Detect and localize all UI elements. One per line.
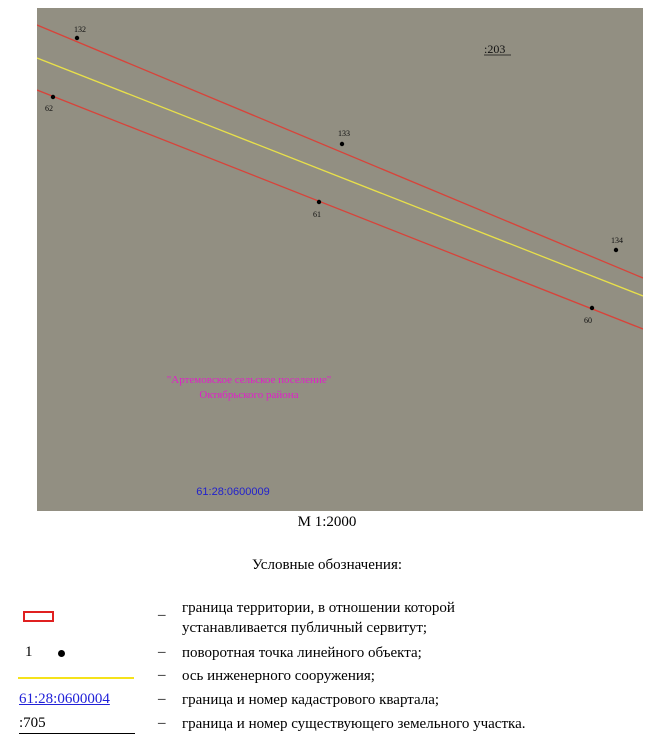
point-label: 61 xyxy=(313,210,321,219)
legend-text-quarter: граница и номер кадастрового квартала; xyxy=(182,692,440,708)
settlement-name-line1: "Артемовское сельское поселение" xyxy=(166,374,332,386)
legend-dash: – xyxy=(158,644,166,660)
boundary-rect-icon xyxy=(23,611,54,622)
legend-dash: – xyxy=(158,715,166,731)
legend-text-turning-point: поворотная точка линейного объекта; xyxy=(182,645,422,661)
point-label: 62 xyxy=(45,104,53,113)
point-label: 60 xyxy=(584,316,592,325)
parcel-symbol: :705 xyxy=(19,715,46,731)
legend-dash: – xyxy=(158,691,166,707)
point-label: 133 xyxy=(338,129,350,138)
legend-text-axis: ось инженерного сооружения; xyxy=(182,668,375,684)
legend-dash: _ xyxy=(158,602,166,618)
cadastral-quarter-label: 61:28:0600009 xyxy=(196,486,270,498)
legend-dash: – xyxy=(158,667,166,683)
legend-text-parcel: граница и номер существующего земельного участка. xyxy=(182,716,526,732)
parcel-underline xyxy=(19,733,135,734)
legend-title: Условные обозначения: xyxy=(251,557,403,573)
point-label: 132 xyxy=(74,25,86,34)
turning-point-number: 1 xyxy=(25,644,33,660)
cadastral-quarter-symbol: 61:28:0600004 xyxy=(19,691,110,707)
parcel-number-label: :203 xyxy=(484,42,506,56)
point-label: 134 xyxy=(611,236,623,245)
legend-text-boundary-2: устанавливается публичный сервитут; xyxy=(182,620,428,636)
axis-line-icon xyxy=(18,677,134,679)
map-scale: М 1:2000 xyxy=(297,514,357,530)
settlement-name-line2: Октябрьского района xyxy=(199,389,299,401)
turning-point-dot-icon xyxy=(58,650,65,657)
legend-text-boundary-1: граница территории, в отношении которой xyxy=(182,600,455,616)
